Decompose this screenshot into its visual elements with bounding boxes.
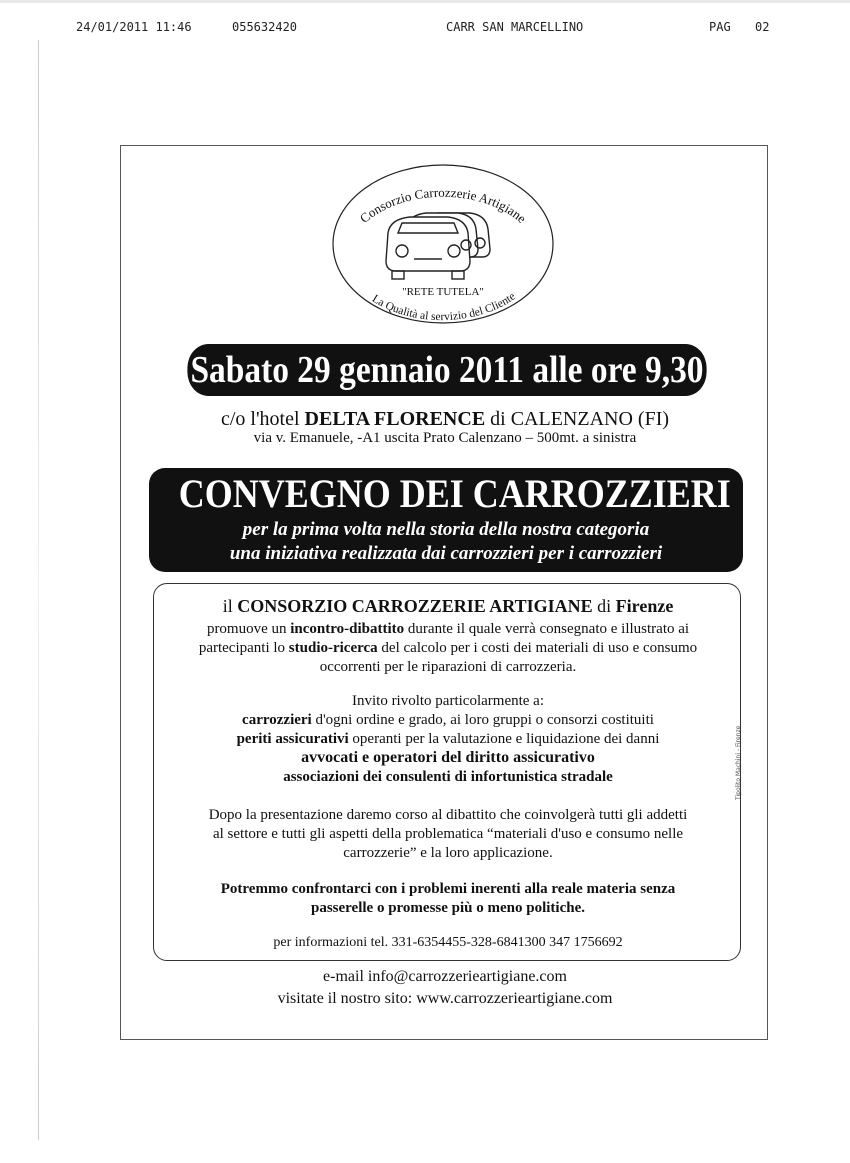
invite-line-1 <box>154 711 742 729</box>
invite-text: d'ogni ordine e grado, ai loro gruppi o consorzi costituiti <box>315 712 654 728</box>
debate-line-2: al settore e tutti gli aspetti della problematica “materiali d'uso e consumo nelle <box>212 826 684 842</box>
organizer-city: Firenze <box>615 596 674 616</box>
convegno-banner <box>149 468 743 572</box>
closing-line-1: Potremmo confrontarci con i problemi inerenti alla reale materia senza <box>220 881 676 897</box>
intro-text: durante il quale verrà consegnato e illustrato ai <box>407 621 690 637</box>
intro-line-1 <box>154 620 742 638</box>
invite-line-4: associazioni dei consulenti di infortunistica stradale <box>283 769 613 785</box>
organizer-line <box>154 596 742 617</box>
flyer <box>120 145 768 1040</box>
logo-arc-top: Consorzio Carrozzerie Artigiane <box>356 184 530 226</box>
venue-prefix: c/o l'hotel <box>220 408 300 430</box>
venue-address: via v. Emanuele, -A1 uscita Prato Calenzano – 500mt. a sinistra <box>253 430 637 446</box>
intro-bold: incontro-dibattito <box>290 621 405 637</box>
invite-text: operanti per la valutazione e liquidazione dei danni <box>352 731 660 747</box>
scan-margin-line <box>38 40 39 1140</box>
organizer-name: CONSORZIO CARROZZERIE ARTIGIANE <box>237 596 593 616</box>
debate-line-1: Dopo la presentazione daremo corso al dibattito che coinvolgerà tutti gli addetti <box>208 807 688 823</box>
convegno-title: CONVEGNO DEI CARROZZIERI <box>178 471 731 516</box>
intro-text: promuove un <box>206 621 287 637</box>
venue-name: DELTA FLORENCE <box>304 408 486 430</box>
fax-sender: CARR SAN MARCELLINO <box>446 20 584 34</box>
invite-intro: Invito rivolto particolarmente a: <box>351 693 545 709</box>
invite-bold: carrozzieri <box>242 712 312 728</box>
intro-line-2 <box>154 639 742 657</box>
printer-credit: Tipolito Machini - Firenze <box>735 725 742 800</box>
logo-center-text: "RETE TUTELA" <box>402 286 484 298</box>
intro-bold: studio-ricerca <box>288 640 378 656</box>
venue-line <box>121 408 769 430</box>
fax-page-number: 02 <box>755 20 770 34</box>
invite-line-3: avvocati e operatori del diritto assicurativo <box>301 749 595 766</box>
intro-line-3: occorrenti per le riparazioni di carrozzeria. <box>319 659 577 675</box>
closing-line-2: passerelle o promesse più o meno politiche. <box>310 900 586 916</box>
logo-arc-bottom: La Qualità al servizio del Cliente <box>369 290 518 324</box>
invite-bold: periti assicurativi <box>236 731 349 747</box>
info-box <box>153 583 741 961</box>
organizer-mid: di <box>597 596 612 616</box>
car-icon <box>386 213 490 279</box>
fax-page-label: PAG <box>709 20 731 34</box>
fax-datetime: 24/01/2011 11:46 <box>76 20 192 34</box>
convegno-line-1: per la prima volta nella storia della nostra categoria <box>242 519 650 540</box>
scan-edge <box>0 0 850 3</box>
consortium-logo <box>330 163 556 325</box>
organizer-prefix: il <box>222 596 233 616</box>
date-banner: Sabato 29 gennaio 2011 alle ore 9,30 <box>187 344 706 396</box>
invite-line-2 <box>154 730 742 748</box>
email-line: e-mail info@carrozzerieartigiane.com <box>323 968 567 985</box>
convegno-line-2: una iniziativa realizzata dai carrozzieri per i carrozzieri <box>229 543 663 564</box>
website-line: visitate il nostro sito: www.carrozzerieartigiane.com <box>277 990 613 1007</box>
venue-suffix: di CALENZANO (FI) <box>490 408 670 430</box>
phone-line: per informazioni tel. 331-6354455-328-6841300 347 1756692 <box>273 935 623 950</box>
fax-number: 055632420 <box>232 20 298 34</box>
debate-line-3: carrozzerie” e la loro applicazione. <box>343 845 553 861</box>
fax-header <box>0 20 850 40</box>
intro-text: del calcolo per i costi dei materiali di uso e consumo <box>381 640 698 656</box>
intro-text: partecipanti lo <box>198 640 286 656</box>
